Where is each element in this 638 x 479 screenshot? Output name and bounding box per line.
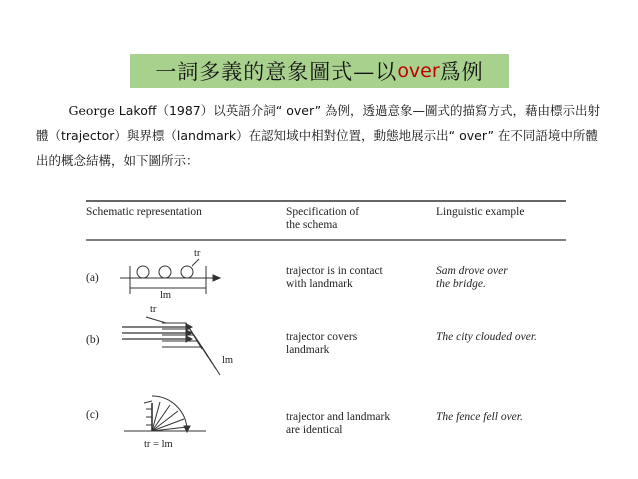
intro-paragraph <box>36 98 608 173</box>
schema-b-diagram <box>122 317 220 375</box>
intro-text: Lakoff（1987）以英語介詞“ over” 為例，透過意象—圖式的描寫方式，藉由標示出射體（trajector）與界標（landmark）在認知域中相對位置，動態地展示出“ over” 在不同語境中所體出的概念結構，如下圖所示： <box>36 103 601 168</box>
row-b-spec-line2: landmark <box>286 344 330 356</box>
schema-b-lm-label: lm <box>222 355 234 366</box>
schema-a-lm-label: lm <box>160 290 172 301</box>
row-a-label: (a) <box>86 272 99 284</box>
row-c-label: (c) <box>86 409 99 421</box>
schema-a-diagram <box>120 259 220 294</box>
row-b-label: (b) <box>86 334 100 346</box>
row-a-example-line2: the bridge. <box>436 278 486 290</box>
row-a-example-line1: Sam drove over <box>436 265 508 277</box>
schema-b-tr-label: tr <box>150 304 157 315</box>
title-accent-word: over <box>397 60 440 82</box>
header-schematic: Schematic representation <box>86 206 202 218</box>
title-main: 一詞多義的意象圖式—以 <box>155 60 398 84</box>
row-a-spec-line2: with landmark <box>286 278 353 290</box>
schema-c-tr-lm-label: tr = lm <box>144 439 173 450</box>
slide-title <box>130 54 509 88</box>
row-c-spec-line1: trajector and landmark <box>286 411 391 423</box>
schema-c-diagram <box>124 396 206 432</box>
row-b-example-line1: The city clouded over. <box>436 331 537 343</box>
intro-author: George <box>68 103 115 118</box>
row-c-spec-line2: are identical <box>286 424 343 436</box>
schema-a-tr-label: tr <box>194 248 201 259</box>
header-linguistic: Linguistic example <box>436 206 525 218</box>
row-a-spec-line1: trajector is in contact <box>286 265 383 277</box>
row-b-spec-line1: trajector covers <box>286 331 358 343</box>
header-specification-line2: the schema <box>286 219 338 231</box>
header-specification-line1: Specification of <box>286 206 360 218</box>
over-schema-figure <box>86 197 571 460</box>
row-c-example-line1: The fence fell over. <box>436 411 523 423</box>
title-tail: 爲例 <box>439 60 484 84</box>
